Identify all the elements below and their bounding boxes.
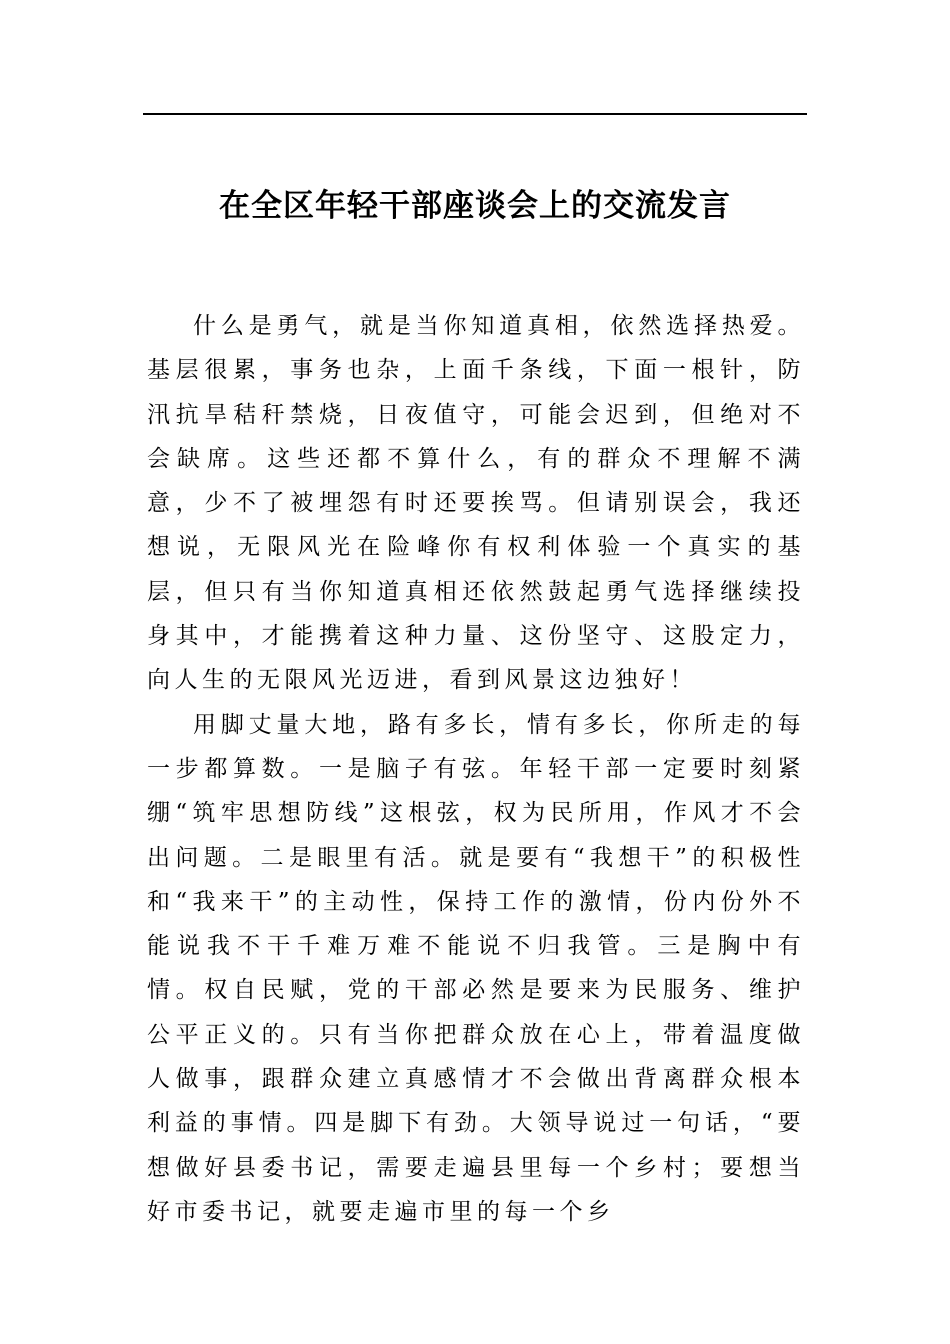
header-rule xyxy=(143,113,807,115)
document-body xyxy=(147,304,805,1234)
document-title: 在全区年轻干部座谈会上的交流发言 xyxy=(219,188,731,224)
paragraph: 用脚丈量大地，路有多长，情有多长，你所走的每一步都算数。一是脑子有弦。年轻干部一定要时刻紧绷“筑牢思想防线”这根弦，权为民所用，作风才不会出问题。二是眼里有活。就是要有“我想干”的积极性和“我来干”的主动性，保持工作的激情，份内份外不能说我不干千难万难不能说不归我管。三是胸中有情。权自民赋，党的干部必然是要来为民服务、维护公平正义的。只有当你把群众放在心上，带着温度做人做事，跟群众建立真感情才不会做出背离群众根本利益的事情。四是脚下有劲。大领导说过一句话，“要想做好县委书记，需要走遍县里每一个乡村；要想当好市委书记，就要走遍市里的每一个乡 xyxy=(147,711,805,1225)
paragraph: 什么是勇气，就是当你知道真相，依然选择热爱。基层很累，事务也杂，上面千条线，下面一根针，防汛抗旱秸秆禁烧，日夜值守，可能会迟到，但绝对不会缺席。这些还都不算什么，有的群众不理解不满意，少不了被埋怨有时还要挨骂。但请别误会，我还想说，无限风光在险峰你有权利体验一个真实的基层，但只有当你知道真相还依然鼓起勇气选择继续投身其中，才能携着这种力量、这份坚守、这股定力，向人生的无限风光迈进，看到风景这边独好！ xyxy=(147,313,805,694)
